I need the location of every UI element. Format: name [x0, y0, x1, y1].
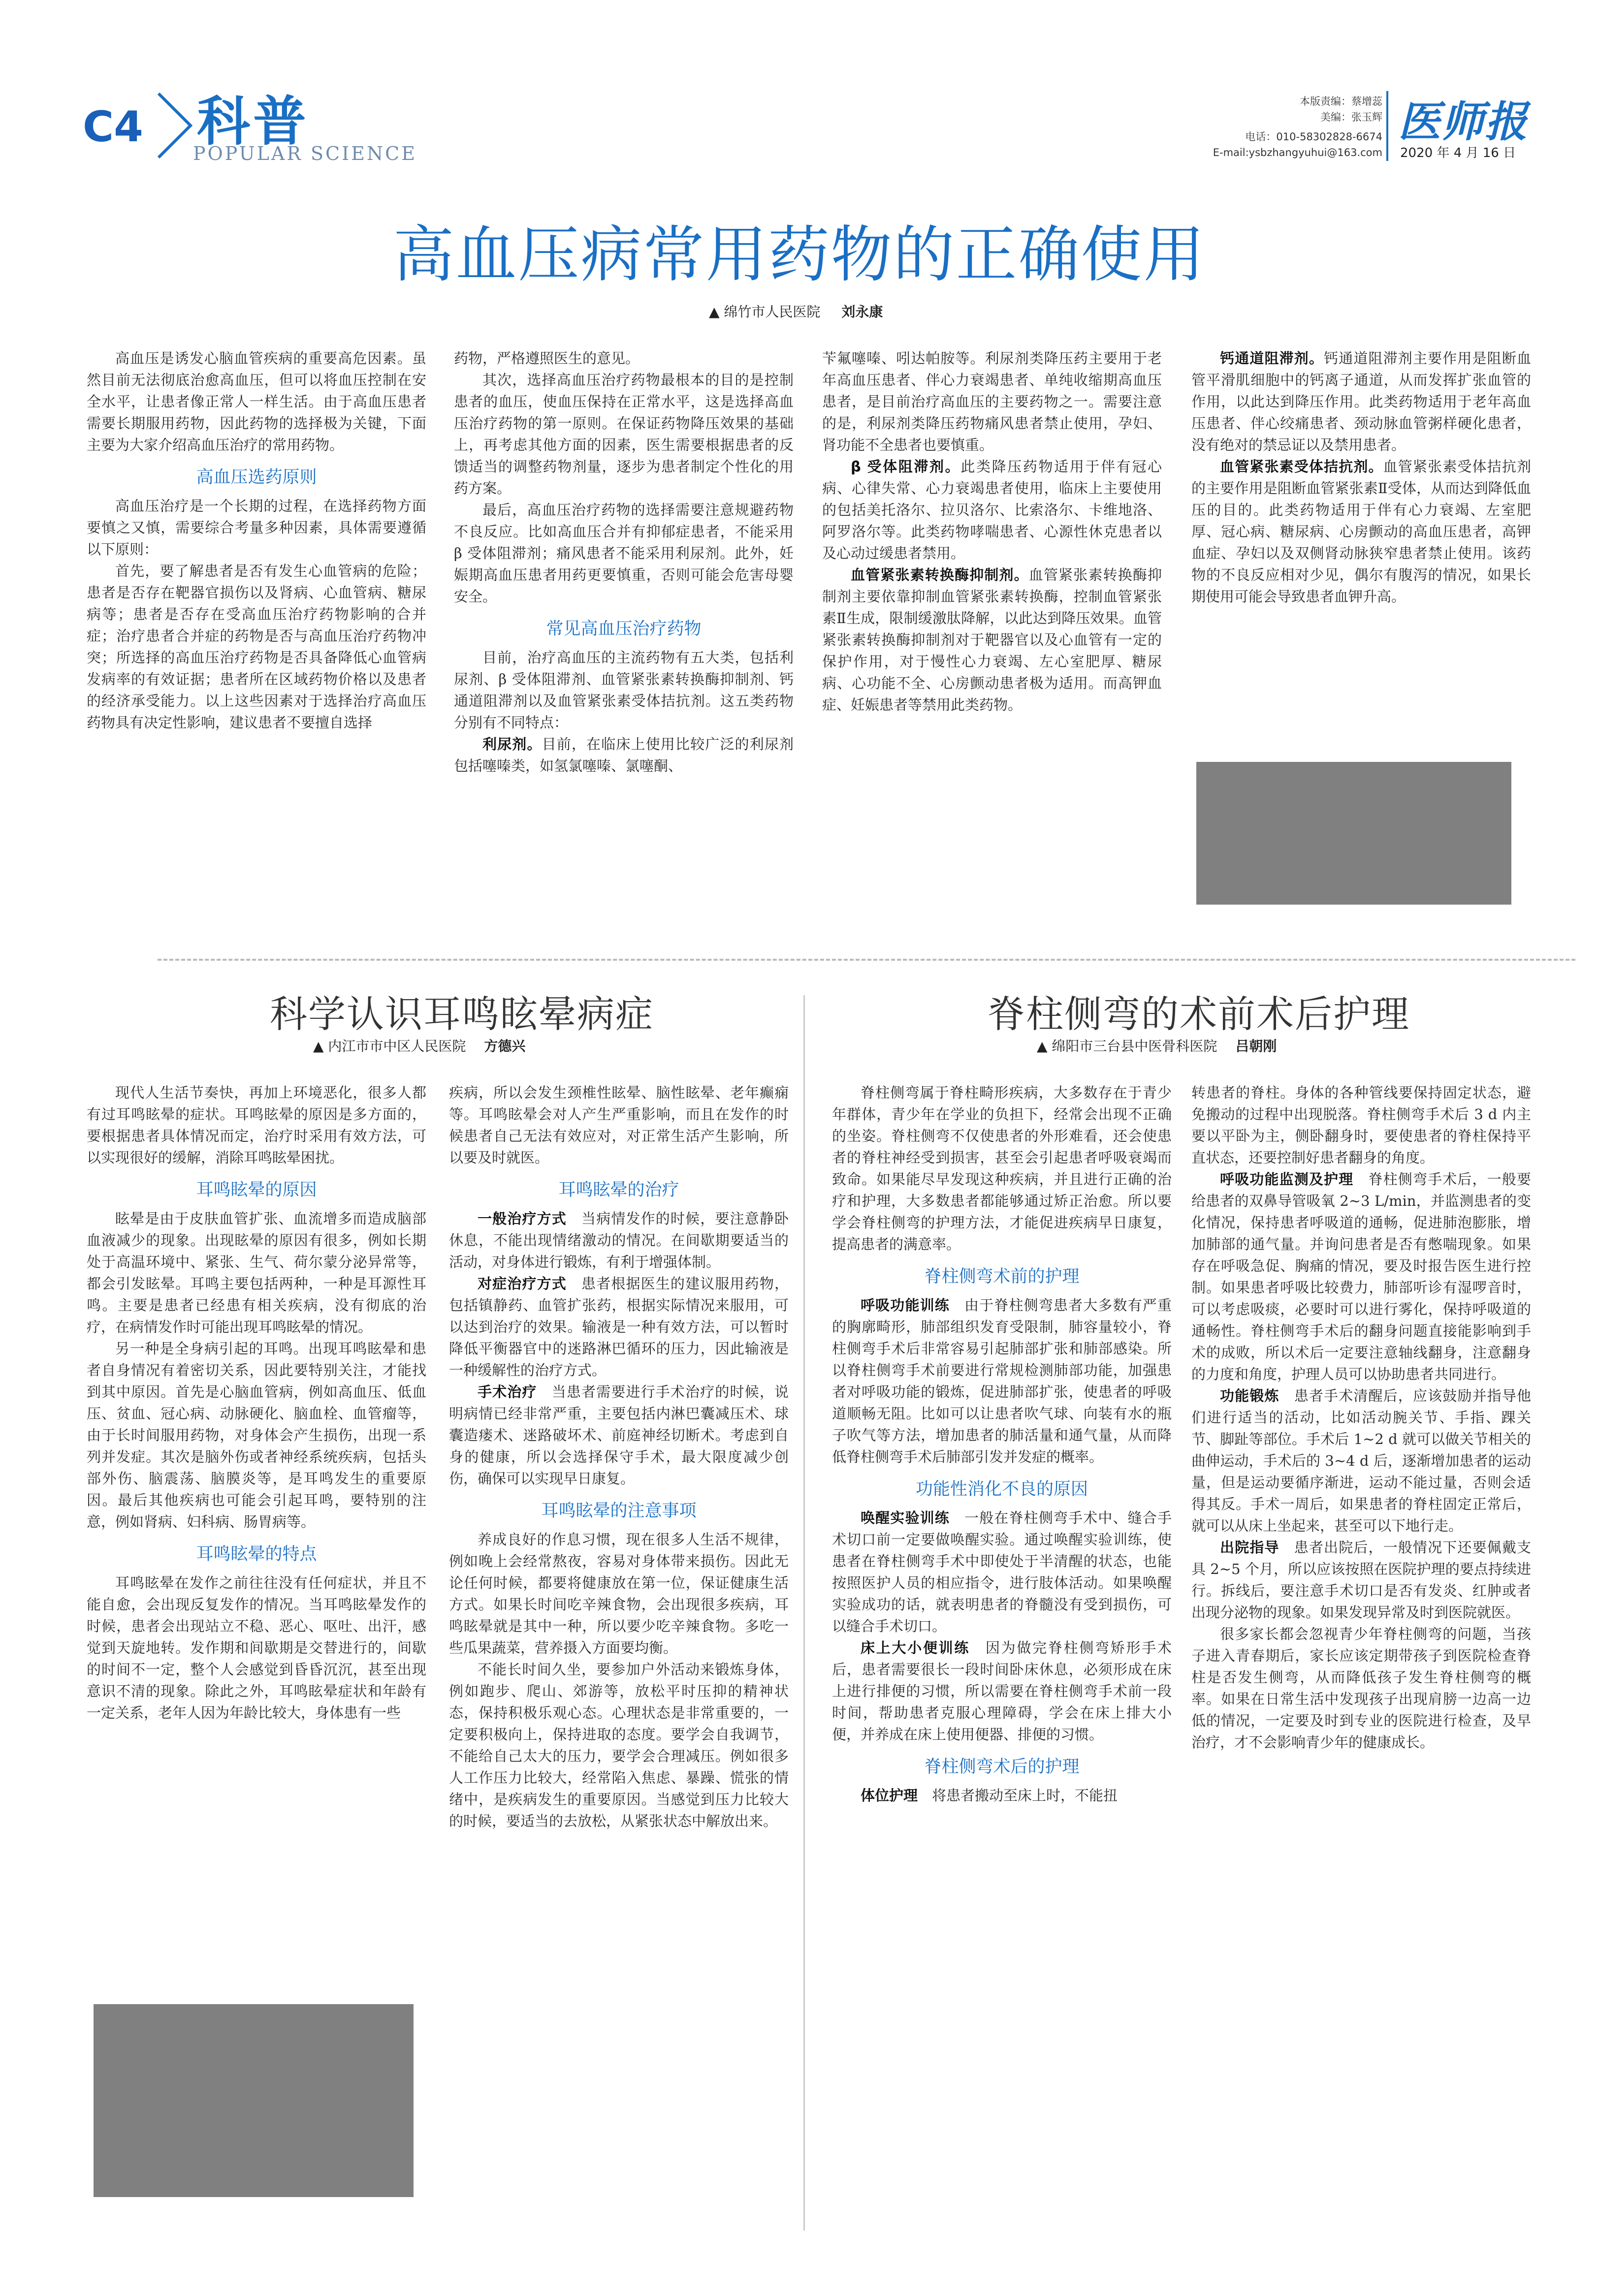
term-label: 功能锻炼	[1220, 1387, 1279, 1404]
paragraph: 耳鸣眩晕在发作之前往往没有任何症状，并且不能自愈，会出现反复发作的情况。当耳鸣眩晕发作的时候，患者会出现站立不稳、恶心、呕吐、出汗，感觉到天旋地转。发作期和间歇期是交替进行的，间歇的时间不一定，整个人会感觉到昏昏沉沉，甚至出现意识不清的现象。除此之外，耳鸣眩晕症状和年龄有一定关系，老年人因为年龄比较大，身体患有一些	[87, 1574, 426, 1721]
subheading: 耳鸣眩晕的注意事项	[541, 1501, 697, 1521]
paragraph	[832, 1785, 1172, 1806]
section-subtitle: POPULAR SCIENCE	[193, 143, 417, 164]
paragraph: 目前，治疗高血压的主流药物有五大类，包括利尿剂、β 受体阻滞剂、血管紧张素转换酶抑制剂、钙通道阻滞剂以及血管紧张素受体拮抗剂。这五类药物分别有不同特点：	[454, 649, 794, 731]
paragraph: 现代人生活节奏快，再加上环境恶化，很多人都有过耳鸣眩晕的症状。耳鸣眩晕的原因是多方面的，要根据患者具体情况而定，治疗时采用有效方法，可以实现很好的缓解，消除耳鸣眩晕困扰。	[87, 1084, 426, 1166]
article2-image-placeholder	[94, 2004, 414, 2197]
term-label: 床上大小便训练	[861, 1639, 970, 1656]
paragraph	[832, 1507, 1172, 1637]
paragraph: 疾病，所以会发生颈椎性眩晕、脑性眩晕、老年癫痫等。耳鸣眩晕会对人产生严重影响，而且在发作的时候患者自己无法有效应对，对正常生活产生影响，所以要及时就医。	[449, 1084, 789, 1166]
section-title: 科普	[197, 91, 310, 153]
paragraph: 转患者的脊柱。身体的各种管线要保持固定状态，避免搬动的过程中出现脱落。脊柱侧弯手术后 3 d 内主要以平卧为主，侧卧翻身时，要使患者的脊柱保持平直状态，还要控制好患者翻身的角度。	[1191, 1084, 1531, 1166]
page-number: C4	[83, 102, 143, 152]
paragraph	[832, 1637, 1172, 1745]
paragraph	[454, 733, 794, 777]
article3-author: 吕朝刚	[1235, 1038, 1277, 1054]
subheading: 耳鸣眩晕的原因	[196, 1180, 317, 1200]
term-label: 出院指导	[1220, 1539, 1279, 1556]
article1-author: 刘永康	[841, 304, 883, 320]
paragraph	[822, 456, 1162, 564]
paragraph-text: 因为做完脊柱侧弯矫形手术后，患者需要很长一段时间卧床休息，必须形成在床上进行排便的习惯，所以需要在脊柱侧弯手术前一段时间，帮助患者克服心理障碍，学会在床上排大小便，并养成在床上使用便器、排便的习惯。	[832, 1639, 1172, 1743]
article1-column-3	[822, 347, 1162, 716]
paragraph-text: 目前，在临床上使用比较广泛的利尿剂包括噻嗪类，如氢氯噻嗪、氯噻酮、	[454, 736, 794, 774]
term-label: 血管紧张素转换酶抑制剂。	[851, 566, 1029, 583]
term-label: 体位护理	[861, 1787, 918, 1804]
term-label: β 受体阻滞剂。	[851, 458, 961, 475]
paragraph: 很多家长都会忽视青少年脊柱侧弯的问题，当孩子进入青春期后，家长应该定期带孩子到医院检查脊柱是否发生侧弯，从而降低孩子发生脊柱侧弯的概率。如果在日常生活中发现孩子出现肩膀一边高一边低的情况，一定要及时到专业的医院进行检查，及早治疗，才不会影响青少年的健康成长。	[1191, 1626, 1531, 1751]
paragraph: 首先，要了解患者是否有发生心血管病的危险；患者是否存在靶器官损伤以及肾病、心血管病、糖尿病等；患者是否存在受高血压治疗药物影响的合并症；治疗患者合并症的药物是否与高血压治疗药物冲突；所选择的高血压治疗药物是否具备降低心血管病发病率的有效证据；患者所在区域药物价格以及患者的经济承受能力。以上这些因素对于选择治疗高血压药物具有决定性影响，建议患者不要擅自选择	[87, 563, 426, 731]
article2-author: 方德兴	[484, 1038, 526, 1054]
paragraph: 脊柱侧弯属于脊柱畸形疾病，大多数存在于青少年群体，青少年在学业的负担下，经常会出现不正确的坐姿。脊柱侧弯不仅使患者的外形难看，还会使患者的脊柱神经受到损害，甚至会引起患者呼吸衰竭而致命。如果能尽早发现这种疾病，并且进行正确的治疗和护理，大多数患者都能够通过矫正治愈。所以要学会脊柱侧弯的护理方法，才能促进疾病早日康复，提高患者的满意率。	[832, 1084, 1172, 1253]
paragraph-text: 脊柱侧弯手术后，一般要给患者的双鼻导管吸氧 2~3 L/min，并监测患者的变化情况，保持患者呼吸道的通畅，促进肺泡膨胀，增加肺部的通气量。并询问患者是否有憋喘现象。如果存在呼吸急促、胸痛的情况，要及时报告医生进行控制。如果患者呼吸比较费力，肺部听诊有湿啰音时，可以考虑吸痰，必要时可以进行雾化，保持呼吸道的通畅性。脊柱侧弯手术后的翻身问题直接能影响到手术的成败，所以术后一定要注意轴线翻身，注意翻身的力度和角度，护理人员可以协助患者共同进行。	[1191, 1171, 1531, 1383]
paragraph: 眩晕是由于皮肤血管扩张、血流增多而造成脑部血液减少的现象。出现眩晕的原因有很多，例如长期处于高温环境中、紧张、生气、荷尔蒙分泌异常等，都会引发眩晕。耳鸣主要包括两种，一种是耳源性耳鸣。主要是患者已经患有相关疾病，没有彻底的治疗，在病情发作时可能出现耳鸣眩晕的情况。	[87, 1210, 426, 1335]
article2-column-1	[87, 1082, 426, 1724]
paragraph-text: 将患者搬动至床上时，不能扭	[932, 1787, 1118, 1804]
article3-column-1	[832, 1082, 1172, 1806]
paragraph: 最后，高血压治疗药物的选择需要注意规避药物不良反应。比如高血压合并有抑郁症患者，不能采用 β 受体阻滞剂；痛风患者不能采用利尿剂。此外，妊娠期高血压患者用药更要慎重，否则可能会危害母婴安全。	[454, 502, 794, 605]
paragraph-text: 当患者需要进行手术治疗的时候，说明病情已经非常严重，主要包括内淋巴囊减压术、球囊造瘘术、迷路破坏术、前庭神经切断术。考虑到自身的健康，所以会选择保守手术，最大限度减少创伤，确保可以实现早日康复。	[449, 1384, 789, 1487]
paragraph-text: 血管紧张素转换酶抑制剂主要依靠抑制血管紧张素转换酶，控制血管紧张素Ⅱ生成，限制缓激肽降解，以此达到降压效果。血管紧张素转换酶抑制剂对于靶器官以及心血管有一定的保护作用，对于慢性心力衰竭、左心室肥厚、糖尿病、心功能不全、心房颤动患者极为适用。而高钾血症、妊娠患者等禁用此类药物。	[822, 566, 1162, 713]
paragraph-text: 由于脊柱侧弯患者大多数有严重的胸廓畸形，肺部组织发育受限制，肺容量较小，脊柱侧弯手术后非常容易引起肺部扩张和肺部感染。所以脊柱侧弯手术前要进行常规检测肺部功能，加强患者对呼吸功能的锻炼，促进肺部扩张，使患者的呼吸道顺畅无阻。比如可以让患者吹气球、向装有水的瓶子吹气等方法，增加患者的肺活量和通气量，从而降低脊柱侧弯手术后肺部引发并发症的概率。	[832, 1297, 1172, 1465]
article1-title: 高血压病常用药物的正确使用	[393, 220, 1206, 290]
paragraph: 另一种是全身病引起的耳鸣。出现耳鸣眩晕和患者自身情况有着密切关系，因此要特别关注，才能找到其中原因。首先是心脑血管病，例如高血压、低血压、贫血、冠心病、动脉硬化、脑血栓、血管瘤等，由于长时间服用药物，对身体会产生损伤，出现一系列并发症。其次是脑外伤或者神经系统疾病，包括头部外伤、脑震荡、脑膜炎等，是耳鸣发生的重要原因。最后其他疾病也可能会引起耳鸣，要特别的注意，例如肾病、妇科病、肠胃病等。	[87, 1340, 426, 1530]
term-label: 呼吸功能监测及护理	[1220, 1171, 1354, 1188]
article3-byline	[1037, 1036, 1277, 1055]
term-label: 钙通道阻滞剂。	[1220, 350, 1324, 367]
article2-title: 科学认识耳鸣眩晕病症	[270, 992, 654, 1036]
paragraph	[449, 1208, 789, 1273]
header-divider	[1386, 91, 1388, 161]
article2-column-2	[449, 1082, 789, 1832]
paragraph: 高血压治疗是一个长期的过程，在选择药物方面要慎之又慎，需要综合考量多种因素，具体需要遵循以下原则：	[87, 498, 426, 558]
paragraph-text: 患者手术清醒后，应该鼓励并指导他们进行适当的活动，比如活动腕关节、手指、踝关节、脚趾等部位。手术后 1~2 d 就可以做关节相关的曲伸运动，手术后的 3~4 d 后，逐渐增加患者的运动量，但是运动要循序渐进，运动不能过量，否则会适得其反。手术一周后，如果患者的脊柱固定正常后，就可以从床上坐起来，甚至可以下地行走。	[1191, 1387, 1531, 1534]
paragraph	[1191, 1168, 1531, 1385]
paragraph	[832, 1294, 1172, 1468]
paragraph-text: 当病情发作的时候，要注意静卧休息，不能出现情绪激动的情况。在间歇期要适当的活动，对身体进行锻炼，有利于增强体制。	[449, 1210, 789, 1270]
article1-column-2	[454, 347, 794, 777]
subheading: 脊柱侧弯术前的护理	[924, 1267, 1080, 1287]
article2-byline	[313, 1036, 525, 1055]
subheading: 高血压选药原则	[196, 468, 317, 487]
term-label: 一般治疗方式	[478, 1210, 567, 1227]
editor-credit: 本版责编：蔡增蕊	[1300, 95, 1382, 107]
article1-column-1	[87, 347, 426, 733]
subheading: 耳鸣眩晕的治疗	[558, 1180, 679, 1200]
column-divider	[803, 995, 805, 2231]
paragraph	[1191, 347, 1531, 456]
article2-org: ▲ 内江市市中区人民医院	[313, 1038, 466, 1054]
paragraph: 高血压是诱发心脑血管疾病的重要高危因素。虽然目前无法彻底治愈高血压，但可以将血压控制在安全水平，让患者像正常人一样生活。由于高血压患者需要长期服用药物，因此药物的选择极为关键，下面主要为大家介绍高血压治疗的常用药物。	[87, 350, 426, 453]
paragraph: 养成良好的作息习惯，现在很多人生活不规律，例如晚上会经常熬夜，容易对身体带来损伤。因此无论任何时候，都要将健康放在第一位，保证健康生活方式。如果长时间吃辛辣食物，会出现很多疾病，耳鸣眩晕就是其中一种，所以要少吃辛辣食物。多吃一些瓜果蔬菜，营养摄入方面要均衡。	[449, 1531, 789, 1656]
term-label: 利尿剂。	[482, 736, 542, 753]
term-label: 唤醒实验训练	[861, 1510, 950, 1526]
section-divider	[158, 959, 1575, 961]
contact-email: E-mail:ysbzhangyuhui@163.com	[1213, 147, 1382, 158]
term-label: 呼吸功能训练	[861, 1297, 950, 1314]
term-label: 手术治疗	[478, 1384, 537, 1400]
term-label: 对症治疗方式	[478, 1275, 567, 1292]
paragraph	[449, 1381, 789, 1489]
article1-org: ▲ 绵竹市人民医院	[709, 304, 821, 320]
subheading: 脊柱侧弯术后的护理	[924, 1757, 1080, 1777]
paragraph-text: 钙通道阻滞剂主要作用是阻断血管平滑肌细胞中的钙离子通道，从而发挥扩张血管的作用，以此达到降压作用。此类药物适用于老年高血压患者、伴心绞痛患者、颈动脉血管粥样硬化患者，没有绝对的禁忌证以及禁用患者。	[1191, 350, 1531, 453]
subheading: 常见高血压治疗药物	[546, 619, 702, 639]
issue-date: 2020 年 4 月 16 日	[1400, 146, 1516, 160]
subheading: 耳鸣眩晕的特点	[196, 1544, 317, 1564]
paragraph	[822, 564, 1162, 716]
paragraph	[1191, 1385, 1531, 1537]
article3-column-2	[1191, 1082, 1531, 1753]
term-label: 血管紧张素受体拮抗剂。	[1220, 458, 1383, 475]
paragraph: 不能长时间久坐，要参加户外活动来锻炼身体，例如跑步、爬山、郊游等，放松平时压抑的精神状态，保持积极乐观心态。心理状态是非常重要的，一定要积极向上，保持进取的态度。要学会自我调节，不能给自己太大的压力，要学会合理减压。例如很多人工作压力比较大，经常陷入焦虑、暴躁、慌张的情绪中，是疾病发生的重要原因。当感觉到压力比较大的时候，要适当的去放松，从紧张状态中解放出来。	[449, 1661, 789, 1829]
paragraph-text: 血管紧张素受体拮抗剂的主要作用是阻断血管紧张素Ⅱ受体，从而达到降低血压的目的。此类药物适用于伴有心力衰竭、左室肥厚、冠心病、糖尿病、心房颤动的高血压患者，高钾血症、孕妇以及双侧肾动脉狭窄患者禁止使用。该药物的不良反应相对少见，偶尔有腹泻的情况，如果长期使用可能会导致患者血钾升高。	[1191, 458, 1531, 605]
article1-image-placeholder	[1196, 762, 1511, 905]
paragraph	[1191, 456, 1531, 607]
contact-phone: 电话：010-58302828-6674	[1245, 131, 1382, 143]
newspaper-logo: 医师报	[1398, 97, 1528, 147]
designer-credit: 美编：张玉辉	[1320, 111, 1382, 123]
article3-org: ▲ 绵阳市三台县中医骨科医院	[1037, 1038, 1217, 1054]
chevron-right-icon	[154, 89, 198, 162]
paragraph-text: 一般在脊柱侧弯手术中、缝合手术切口前一定要做唤醒实验。通过唤醒实验训练，使患者在脊柱侧弯手术中即使处于半清醒的状态，也能按照医护人员的相应指令，进行肢体活动。如果唤醒实验成功的话，就表明患者的脊髓没有受到损伤，可以缝合手术切口。	[832, 1510, 1172, 1635]
paragraph	[449, 1273, 789, 1381]
article3-title: 脊柱侧弯的术前术后护理	[988, 992, 1410, 1036]
paragraph: 药物，严格遵照医生的意见。	[454, 350, 640, 367]
paragraph-text: 此类降压药物适用于伴有冠心病、心律失常、心力衰竭患者使用，临床上主要使用的包括美托洛尔、拉贝洛尔、比索洛尔、卡维地洛、阿罗洛尔等。此类药物哮喘患者、心源性休克患者以及心动过缓患者禁用。	[822, 458, 1162, 562]
paragraph: 苄氟噻嗪、吲达帕胺等。利尿剂类降压药主要用于老年高血压患者、伴心力衰竭患者、单纯收缩期高血压患者，是目前治疗高血压的主要药物之一。需要注意的是，利尿剂类降压药物痛风患者禁止使用，孕妇、肾功能不全患者也要慎重。	[822, 350, 1162, 453]
article1-column-4	[1191, 347, 1531, 607]
paragraph-text: 患者根据医生的建议服用药物，包括镇静药、血管扩张药，根据实际情况来服用，可以达到治疗的效果。输液是一种有效方法，可以暂时降低平衡器官中的迷路淋巴循环的压力，因此输液是一种缓解性的治疗方式。	[449, 1275, 789, 1379]
paragraph: 其次，选择高血压治疗药物最根本的目的是控制患者的血压，使血压保持在正常水平，这是选择高血压治疗药物的第一原则。在保证药物降压效果的基础上，再考虑其他方面的因素，医生需要根据患者的反馈适当的调整药物剂量，逐步为患者制定个性化的用药方案。	[454, 372, 794, 497]
subheading: 功能性消化不良的原因	[915, 1479, 1088, 1499]
paragraph-text: 患者出院后，一般情况下还要佩戴支具 2~5 个月，所以应该按照在医院护理的要点持续进行。拆线后，要注意手术切口是否有发炎、红肿或者出现分泌物的现象。如果发现异常及时到医院就医。	[1191, 1539, 1531, 1621]
article1-byline	[709, 301, 883, 321]
paragraph	[1191, 1537, 1531, 1623]
